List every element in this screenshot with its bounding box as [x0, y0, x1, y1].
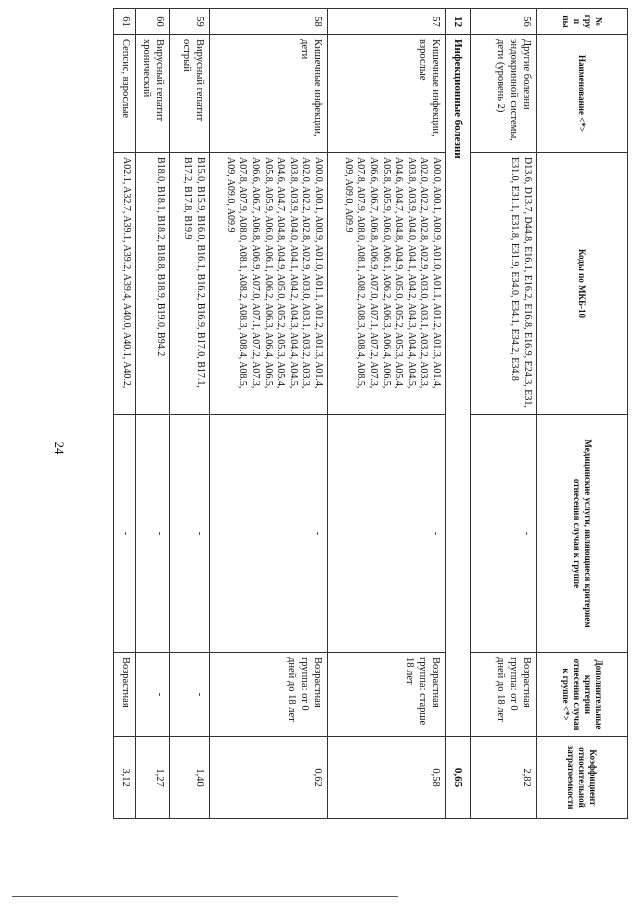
section-title: Инфекционные болезни: [446, 35, 471, 737]
icd-codes: B15.0, B15.9, B16.0, B16.1, B16.2, B16.9, B17.0, B17.1, B17.2, B17.8, B19.9: [170, 153, 210, 415]
header-additional-criteria: Дополнительные критерии отнесения случая к группе <*>: [537, 653, 628, 737]
medical-services: -: [328, 415, 446, 653]
group-name: Сепсис, взрослые: [114, 35, 136, 153]
additional-criteria: -: [136, 653, 170, 737]
medical-services: -: [471, 415, 537, 653]
header-cost-coefficient: Коэффициент относительной затратоемкости: [537, 737, 628, 819]
group-name: Вирусный гепатит хронический: [136, 35, 170, 153]
icd-codes: A00.0, A00.1, A00.9, A01.0, A01.1, A01.2, A01.3, A01.4, A02.0, A02.2, A02.8, A02.9, A03.0, A03.1, A03.2, A03.3, A03.8, A03.9, A04.0, A04.1, A04.2, A04.3, A04.4, A04.5, A04.6, A04.7, A04.8, A04.9, A05.0, A05.2, A05.3, A05.4, A05.8, A05.9, A06.0, A06.1, A06.2, A06.3, A06.4, A06.5, A06.6, A06.7, A06.8, A06.9, A07.0, A07.1, A07.2, A07.3, A07.8, A07.9, A08.0, A08.1, A08.2, A08.3, A08.4, A08.5, A09, A09.0, A09.9: [328, 153, 446, 415]
additional-criteria: Возрастная группа: от 0 дней до 18 лет: [471, 653, 537, 737]
scan-edge-line: [12, 896, 398, 897]
table-row: [210, 9, 328, 819]
section-number: 12: [446, 9, 471, 35]
tariff-groups-table: [113, 8, 628, 819]
icd-codes: D13.6, D13.7, D44.8, E16.1, E16.2, E16.8, E16.9, E24.3, E31, E31.0, E31.1, E31.8, E31.9, E34.0, E34.1, E34.2, E34.8: [471, 153, 537, 415]
cost-coefficient: 0,58: [328, 737, 446, 819]
medical-services: -: [210, 415, 328, 653]
table-row: [114, 9, 136, 819]
medical-services: -: [114, 415, 136, 653]
group-name: Другие болезни эндокринной системы, дети (уровень 2): [471, 35, 537, 153]
icd-codes: A00.0, A00.1, A00.9, A01.0, A01.1, A01.2, A01.3, A01.4, A02.0, A02.2, A02.8, A02.9, A03.0, A03.1, A03.2, A03.3, A03.8, A03.9, A04.0, A04.1, A04.2, A04.3, A04.4, A04.5, A04.6, A04.7, A04.8, A04.9, A05.0, A05.2, A05.3, A05.4, A05.8, A05.9, A06.0, A06.1, A06.2, A06.3, A06.4, A06.5, A06.6, A06.7, A06.8, A06.9, A07.0, A07.1, A07.2, A07.3, A07.8, A07.9, A08.0, A08.1, A08.2, A08.3, A08.4, A08.5, A09, A09.0, A09.9: [210, 153, 328, 415]
medical-services: -: [136, 415, 170, 653]
table-header-row: [537, 9, 628, 819]
additional-criteria: Возрастная группа: от 0 дней до 18 лет: [210, 653, 328, 737]
group-name: Кишечные инфекции, взрослые: [328, 35, 446, 153]
group-number: 59: [170, 9, 210, 35]
table-row: [170, 9, 210, 819]
group-name: Вирусный гепатит острый: [170, 35, 210, 153]
page-number: 24: [52, 441, 67, 455]
table-row: [328, 9, 446, 819]
icd-codes: A02.1, A32.7, A39.1, A39.2, A39.4, A40.0, A40.1, A40.2,: [114, 153, 136, 415]
group-number: 60: [136, 9, 170, 35]
rotated-table-container: [64, 8, 628, 818]
additional-criteria: -: [170, 653, 210, 737]
medical-services: -: [170, 415, 210, 653]
group-number: 57: [328, 9, 446, 35]
group-name: Кишечные инфекции, дети: [210, 35, 328, 153]
cost-coefficient: 1,40: [170, 737, 210, 819]
header-name: Наименование <*>: [537, 35, 628, 153]
cost-coefficient: 0,62: [210, 737, 328, 819]
group-number: 58: [210, 9, 328, 35]
cost-coefficient: 2,82: [471, 737, 537, 819]
group-number: 56: [471, 9, 537, 35]
additional-criteria: Возрастная группа: старше 18 лет: [328, 653, 446, 737]
table-row: [136, 9, 170, 819]
section-coefficient: 0,65: [446, 737, 471, 819]
cost-coefficient: 3,12: [114, 737, 136, 819]
header-group-number: № груп пы: [537, 9, 628, 35]
header-icd-codes: Коды по МКБ-10: [537, 153, 628, 415]
table-row: [471, 9, 537, 819]
header-medical-services: Медицинские услуги, являющиеся критерием отнесения случая к группе: [537, 415, 628, 653]
icd-codes: B18.0, B18.1, B18.2, B18.8, B18.9, B19.0, B94.2: [136, 153, 170, 415]
additional-criteria: Возрастная: [114, 653, 136, 737]
section-row: [446, 9, 471, 819]
group-number: 61: [114, 9, 136, 35]
cost-coefficient: 1,27: [136, 737, 170, 819]
